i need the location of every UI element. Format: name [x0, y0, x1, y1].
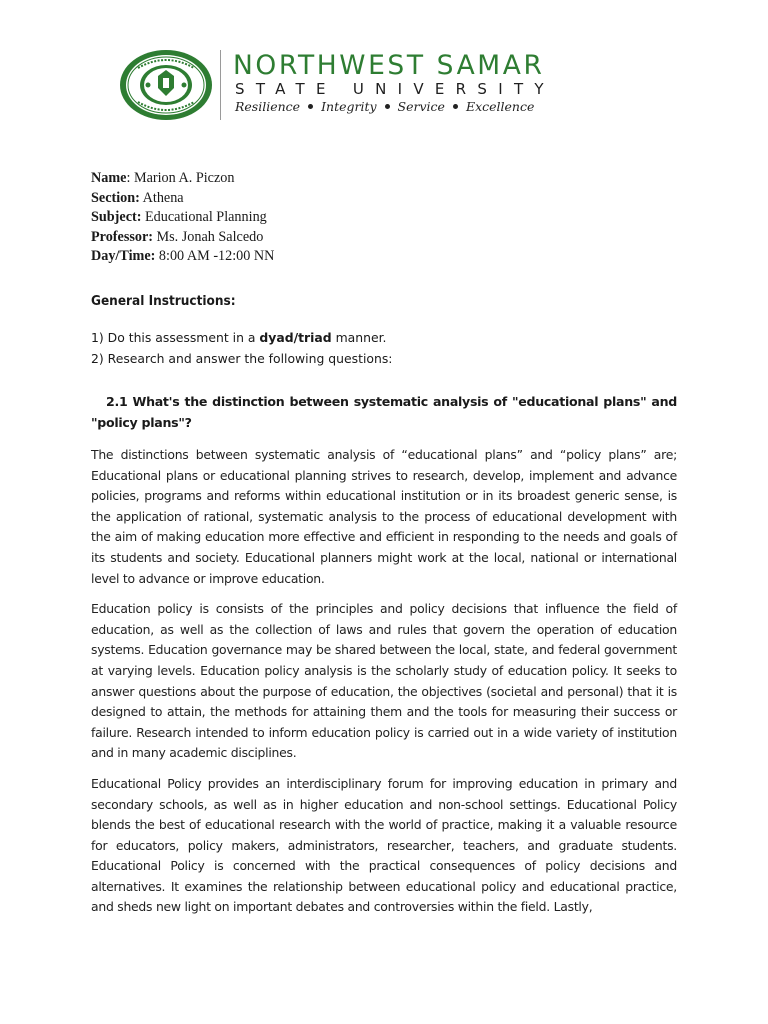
instruction-item-2: 2) Research and answer the following questions: [91, 351, 393, 366]
info-daytime-row [91, 247, 274, 267]
instruction-text: manner. [331, 330, 387, 345]
motto-word: Excellence [465, 99, 535, 114]
info-value: 8:00 AM -12:00 NN [155, 248, 275, 264]
letterhead [118, 48, 638, 128]
document-body [91, 294, 677, 928]
info-value: : Marion A. Piczon [126, 170, 235, 186]
motto-word: Resilience [235, 99, 301, 114]
info-section-row [91, 189, 274, 209]
instruction-text: 1) Do this assessment in a [91, 330, 260, 345]
university-motto [235, 99, 534, 114]
university-name: NORTHWEST SAMAR [233, 50, 545, 81]
info-label: Section: [91, 189, 140, 206]
instruction-emphasis: dyad/triad [259, 330, 332, 345]
info-label: Day/Time: [91, 248, 156, 264]
info-label: Subject: [91, 209, 142, 225]
info-value: Athena [139, 189, 184, 206]
motto-word: Service [397, 99, 445, 114]
student-info [91, 169, 274, 267]
bullet-icon [308, 104, 313, 109]
university-subtitle: STATE UNIVERSITY [235, 80, 555, 98]
bullet-icon [453, 104, 458, 109]
instruction-item-1 [91, 327, 677, 348]
header-divider [220, 50, 221, 120]
answer-paragraph-2: Education policy is consists of the principles and policy decisions that influence the field of education, as well as the collection of laws and rules that govern the operation of education systems. Education governance may be shared between the local, state, and federal government at varying levels. Education policy analysis is the scholarly study of education policy. It seeks to answer questions about the purpose of education, the objectives (societal and personal) that it is designed to attain, the methods for attaining them and the tools for measuring their success or failure. Research intended to inform education policy is carried out in a wide variety of institution and in many academic disciplines. [91, 601, 677, 761]
university-seal-icon [118, 48, 214, 122]
instructions-title: General Instructions: [91, 294, 236, 309]
info-label: Professor: [91, 228, 153, 245]
motto-word: Integrity [321, 99, 377, 114]
answer-paragraph-1: The distinctions between systematic analysis of “educational plans” and “policy plans” are; Educational plans or educational planning strives to research, develop, implement and advance policies, programs and reforms within educational institution or in its broadest generic sense, is the application of rational, systematic analysis to the process of educational development with the aim of making education more effective and efficient in responding to the needs and goals of its students and society. Educational planners might work at the local, national or international level to advance or improve education. [91, 447, 677, 586]
info-label: Name [91, 170, 127, 186]
info-name-row [91, 169, 274, 189]
bullet-icon [385, 104, 390, 109]
info-professor-row [91, 228, 274, 248]
question-heading: 2.1 What's the distinction between systematic analysis of "educational plans" and "policy plans"? [91, 394, 677, 430]
info-subject-row [91, 208, 274, 228]
answer-paragraph-3: Educational Policy provides an interdisciplinary forum for improving education in primary and secondary schools, as well as in higher education and non-school settings. Educational Policy blends the best of educational research with the world of practice, making it a valuable resource for educators, policy makers, administrators, researcher, teachers, and graduate students. Educational Policy is concerned with the practical consequences of policy decisions and alternatives. It examines the relationship between educational policy and educational practice, and sheds new light on important debates and controversies within the field. Lastly, [91, 775, 677, 915]
info-value: Ms. Jonah Salcedo [152, 228, 264, 245]
info-value: Educational Planning [141, 209, 267, 225]
